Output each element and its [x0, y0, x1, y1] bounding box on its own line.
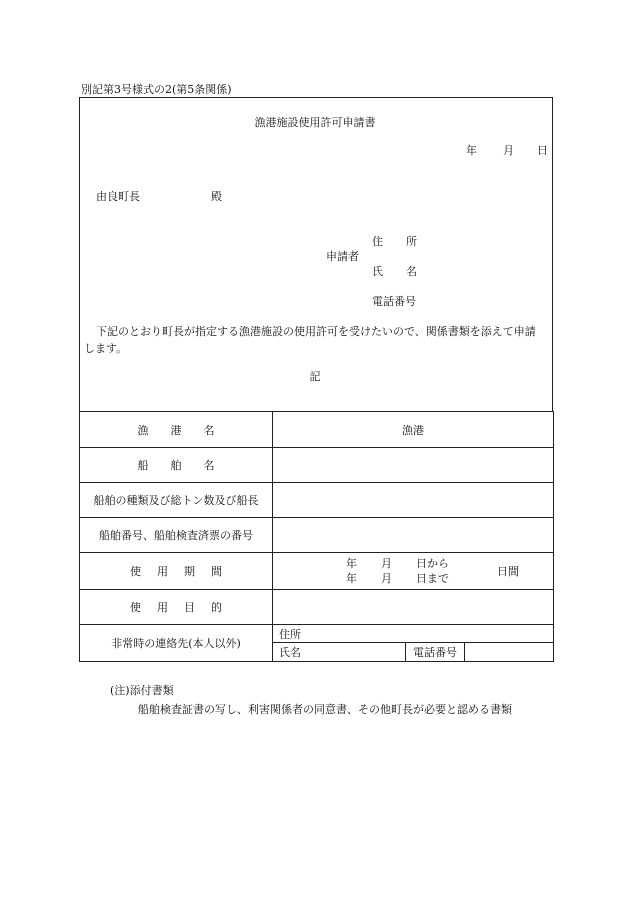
usage-period-value[interactable]: [273, 553, 554, 590]
emergency-contact-value: [273, 625, 554, 662]
applicant-phone-label: 電話番号: [372, 295, 416, 308]
port-label-char: 名: [203, 423, 215, 437]
emergency-name-phone-row: [273, 643, 553, 661]
port-name-label: [80, 412, 273, 448]
period-from-month: 月: [381, 557, 392, 570]
emergency-name-label: 氏名: [279, 646, 301, 659]
port-name-value[interactable]: [273, 412, 554, 448]
details-table: [79, 411, 554, 662]
ship-label-char: 名: [203, 459, 215, 472]
emergency-address-field[interactable]: [273, 625, 553, 643]
addressee-town: 由良町長: [96, 190, 140, 203]
ship-number-value[interactable]: [273, 518, 554, 553]
ship-label-char: 船: [137, 459, 149, 472]
table-row: [80, 625, 554, 662]
period-label-char: 用: [157, 565, 168, 578]
note-title: (注)添付書類: [110, 684, 174, 697]
table-row: [80, 553, 554, 590]
ship-type-value[interactable]: [273, 483, 554, 518]
table-row: [80, 483, 554, 518]
usage-purpose-value[interactable]: [273, 590, 554, 625]
ship-name-label: [80, 448, 273, 483]
applicant-name-label-2: 名: [406, 265, 417, 278]
ship-number-label: 船舶番号、船舶検査済票の番号: [80, 518, 273, 553]
emergency-address-label: 住所: [279, 627, 301, 641]
usage-purpose-label: [80, 590, 273, 625]
period-to-day: 日まで: [416, 572, 449, 585]
applicant-label: 申請者: [326, 250, 359, 263]
addressee-honorific: 殿: [211, 190, 222, 203]
period-from-year: 年: [346, 557, 357, 570]
request-body-text: 下記のとおり町長が指定する漁港施設の使用許可を受けたいので、関係書類を添えて申請します。: [84, 325, 536, 355]
table-row: [80, 448, 554, 483]
date-year: 年: [466, 144, 477, 157]
period-label-char: 間: [211, 565, 222, 578]
applicant-name-label-1: 氏: [372, 265, 383, 278]
table-row: [80, 518, 554, 553]
purpose-label-char: 目: [184, 601, 195, 614]
emergency-name-field[interactable]: [273, 643, 406, 661]
table-row: [80, 590, 554, 625]
usage-period-label: [80, 553, 273, 590]
emergency-phone-field[interactable]: [465, 643, 553, 661]
ship-label-char: 舶: [170, 459, 182, 472]
period-label-char: 期: [184, 565, 195, 578]
note-body: 船舶検査証書の写し、利害関係者の同意書、その他町長が必要と認める書類: [138, 703, 512, 716]
period-days: 日間: [497, 565, 519, 578]
period-from-day: 日から: [416, 557, 449, 570]
ki-heading: 記: [309, 370, 321, 383]
port-label-char: 港: [170, 423, 182, 437]
purpose-label-char: 使: [130, 601, 141, 614]
document-title: 漁港施設使用許可申請書: [254, 116, 376, 129]
purpose-label-char: 用: [157, 601, 168, 614]
table-row: [80, 412, 554, 448]
ship-name-value[interactable]: [273, 448, 554, 483]
purpose-label-char: 的: [211, 601, 222, 614]
applicant-address-label-1: 住: [372, 235, 383, 248]
date-month: 月: [503, 144, 514, 157]
date-day: 日: [537, 144, 548, 157]
emergency-contact-label: 非常時の連絡先(本人以外): [80, 625, 273, 662]
period-to-month: 月: [381, 572, 392, 585]
ship-type-label: 船舶の種類及び総トン数及び船長: [80, 483, 273, 518]
form-number-label: 別記第3号様式の2(第5条関係): [81, 83, 232, 96]
period-label-char: 使: [130, 565, 141, 578]
emergency-phone-label: 電話番号: [406, 643, 465, 661]
port-label-char: 漁: [137, 423, 149, 437]
period-to-year: 年: [346, 572, 357, 585]
applicant-address-label-2: 所: [406, 235, 417, 248]
port-name-suffix: 漁港: [402, 423, 424, 437]
application-frame: [79, 97, 553, 411]
